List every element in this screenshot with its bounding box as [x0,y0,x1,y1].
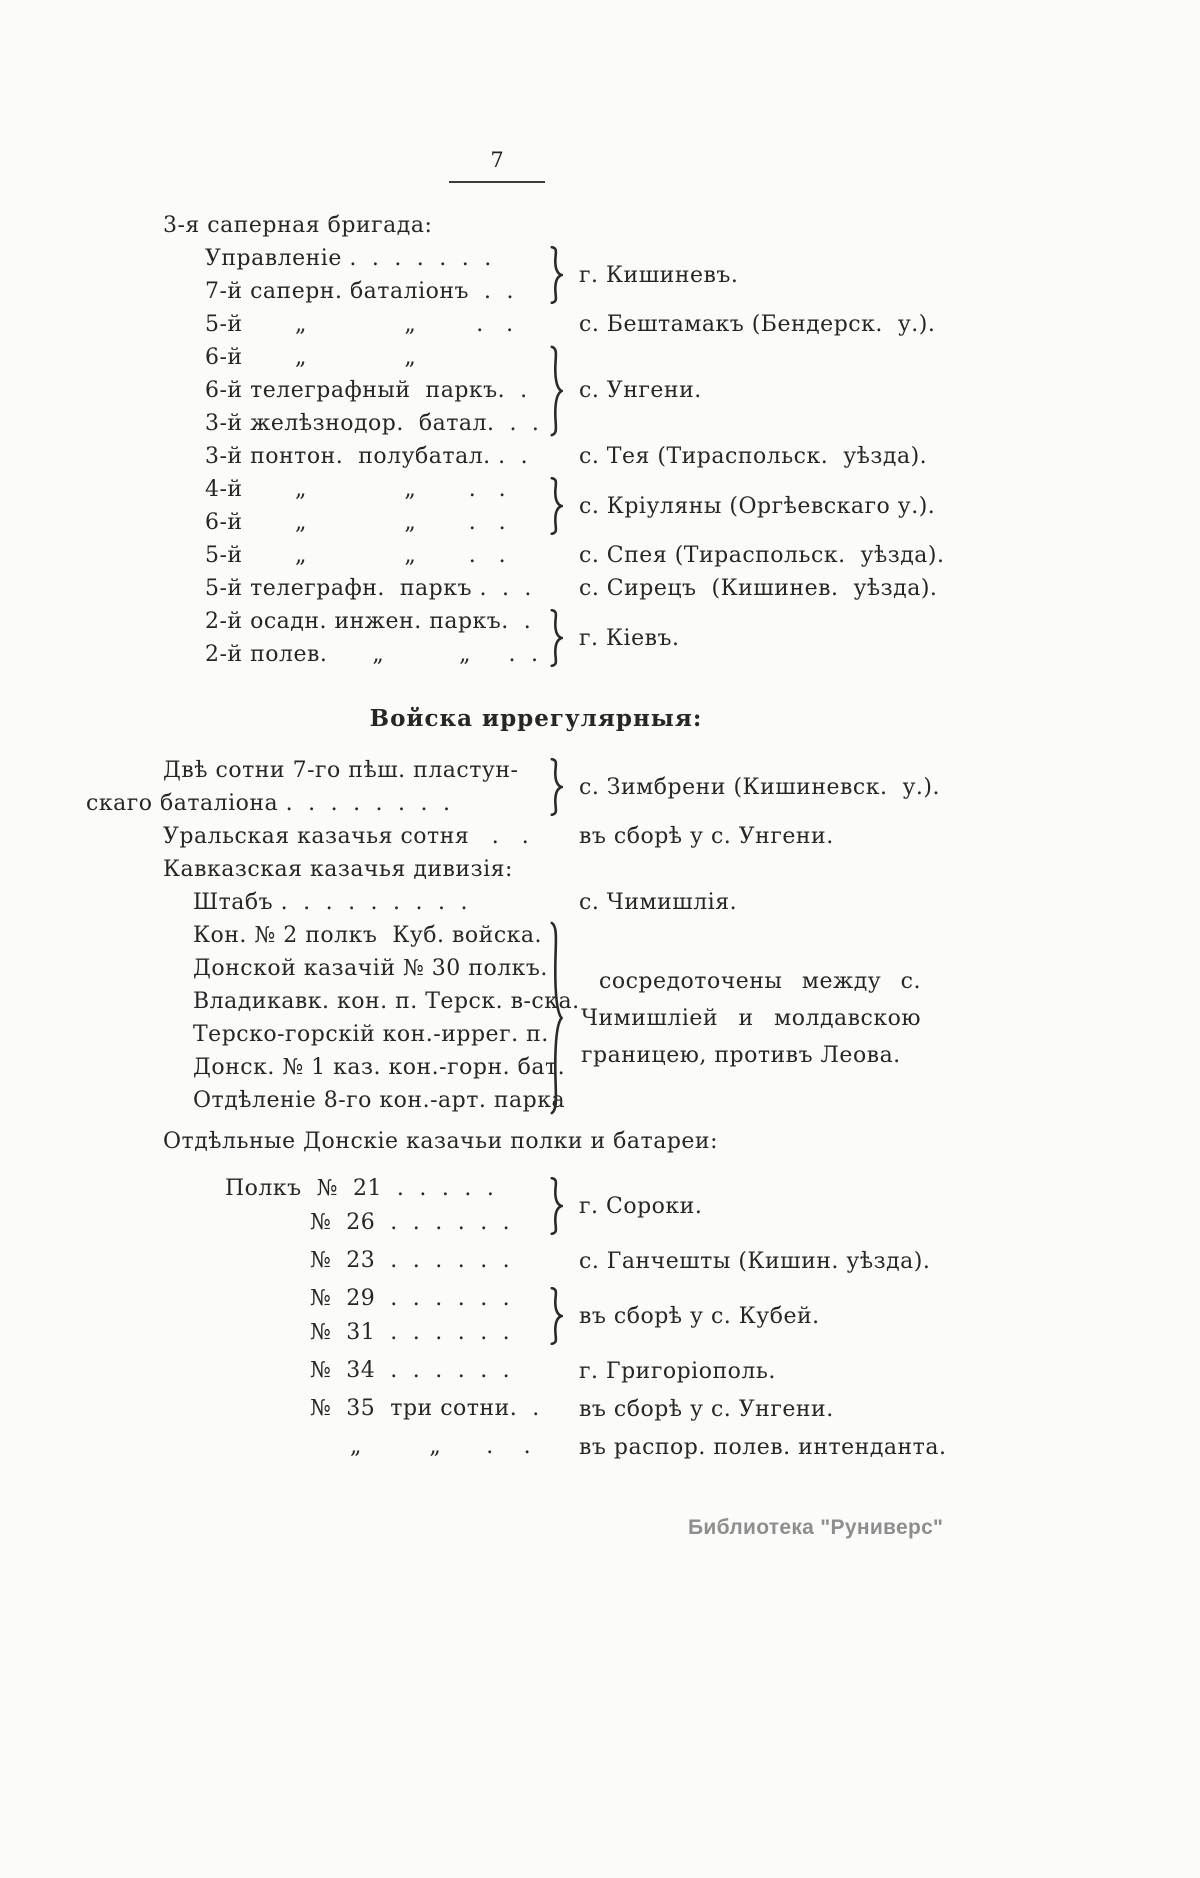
location-text: с. Сирецъ (Кишинев. уѣзда). [579,576,938,601]
unit-row [163,308,1200,341]
section-irregular-troops [86,705,1200,1158]
brace-spacer [543,1244,569,1278]
curly-brace-icon [543,919,569,1117]
unit-group [86,754,1200,820]
unit-line: 5-й „ „ . . [205,543,507,568]
unit-group [163,1282,1200,1350]
location-text: сосредоточены между с. Чимишліей и молдавскою границею, противъ Леова. [581,968,921,1068]
unit-line: 2-й полев. „ „ . . [205,642,539,667]
location-text: с. Зимбрени (Кишиневск. у.). [579,774,940,800]
curly-brace-icon [543,1172,569,1240]
location-text: въ сборѣ у с. Унгени. [579,1396,834,1422]
brace-spacer [543,572,569,605]
location-text: с. Кріуляны (Оргѣевскаго у.). [579,493,936,519]
unit-group [163,919,1200,1117]
unit-line: Отдѣленіе 8-го кон.-арт. парка [193,1088,566,1113]
library-watermark: Библиотека "Руниверс" [688,1516,944,1539]
unit-row [163,539,1200,572]
unit-line: Управленіе . . . . . . . [205,246,492,271]
unit-row [163,1392,1200,1426]
unit-line: Двѣ сотни 7-го пѣш. пластун- [163,758,519,783]
unit-line: 2-й осадн. инжен. паркъ. . [205,609,532,634]
location-text: с. Унгени. [579,378,702,403]
unit-line: 3-й понтон. полубатал. . . [205,444,529,469]
brace-spacer [543,1392,569,1426]
unit-line: 7-й саперн. баталіонъ . . [205,279,514,304]
curly-brace-icon [543,473,569,539]
brace-spacer [543,886,569,919]
unit-line: 3-й желѣзнодор. батал. . . [205,411,540,436]
unit-row [163,1354,1200,1388]
unit-line: Уральская казачья сотня . . [163,824,530,849]
brace-spacer [543,440,569,473]
unit-line: Полкъ № 21 . . . . . [225,1176,495,1201]
unit-line: скаго баталіона . . . . . . . . [86,791,451,816]
location-text: г. Кіевъ. [579,625,680,651]
unit-row [163,440,1200,473]
unit-line: Донск. № 1 каз. кон.-горн. бат. [193,1055,566,1080]
unit-line: 5-й „ „ . . [205,312,514,337]
location-text: въ сборѣ у с. Унгени. [579,824,834,849]
location-text: с. Тея (Тираспольск. уѣзда). [579,444,928,469]
unit-line: 4-й „ „ . . [205,477,507,502]
unit-group [163,242,1200,308]
location-text: въ сборѣ у с. Кубей. [579,1303,820,1329]
unit-line: № 23 . . . . . . [310,1248,511,1273]
unit-line: 5-й телеграфн. паркъ . . . [205,576,532,601]
unit-line: Владикавк. кон. п. Терск. в-ска. [193,989,580,1014]
unit-line: № 34 . . . . . . [310,1358,511,1383]
unit-line: Кон. № 2 полкъ Куб. войска. [193,923,543,948]
section-title: 3-я саперная бригада: [163,213,433,238]
unit-group [163,473,1200,539]
unit-line: № 26 . . . . . . [310,1210,511,1235]
section-sapper-brigade [163,209,1200,671]
unit-row [163,820,1200,853]
unit-group [163,1172,1200,1240]
unit-line: № 35 три сотни. . [310,1396,540,1421]
page-number: 7 [449,148,545,183]
don-regiments-title: Отдѣльные Донскіе казачьи полки и батареи: [163,1129,719,1154]
unit-line: Терско-горскій кон.-иррег. п. [193,1022,549,1047]
unit-row [163,1430,1200,1464]
location-text: г. Сороки. [579,1193,703,1219]
brace-spacer [543,1430,569,1464]
division-title: Кавказская казачья дивизія: [163,857,513,882]
unit-line: Донской казачій № 30 полкъ. [193,956,548,981]
location-text: с. Чимишлія. [579,890,738,915]
location-text: с. Спея (Тираспольск. уѣзда). [579,543,945,568]
brace-spacer [543,1354,569,1388]
unit-line: № 31 . . . . . . [310,1320,511,1345]
unit-line: „ „ . . [350,1434,532,1459]
unit-row [163,1244,1200,1278]
location-text: г. Кишиневъ. [579,262,739,288]
brace-spacer [543,539,569,572]
unit-row [163,886,1200,919]
unit-row [163,572,1200,605]
unit-line: № 29 . . . . . . [310,1286,511,1311]
curly-brace-icon [543,1282,569,1350]
curly-brace-icon [543,242,569,308]
curly-brace-icon [543,605,569,671]
brace-spacer [543,820,569,853]
section-heading: Войска иррегулярныя: [369,705,703,732]
unit-line: 6-й „ „ . . [205,510,507,535]
unit-line: 6-й телеграфный паркъ. . [205,378,528,403]
unit-line: Штабъ . . . . . . . . . [193,890,468,915]
unit-group [163,605,1200,671]
brace-spacer [543,308,569,341]
location-text: въ распор. полев. интенданта. [579,1434,947,1460]
unit-line: 6-й „ „ [205,345,417,370]
section-don-regiments [163,1172,1200,1464]
location-text: г. Григоріополь. [579,1358,776,1384]
location-text: с. Бештамакъ (Бендерск. у.). [579,312,936,337]
curly-brace-icon [543,754,569,820]
curly-brace-icon [543,341,569,440]
location-text: с. Ганчешты (Кишин. уѣзда). [579,1248,931,1274]
unit-group [163,341,1200,440]
